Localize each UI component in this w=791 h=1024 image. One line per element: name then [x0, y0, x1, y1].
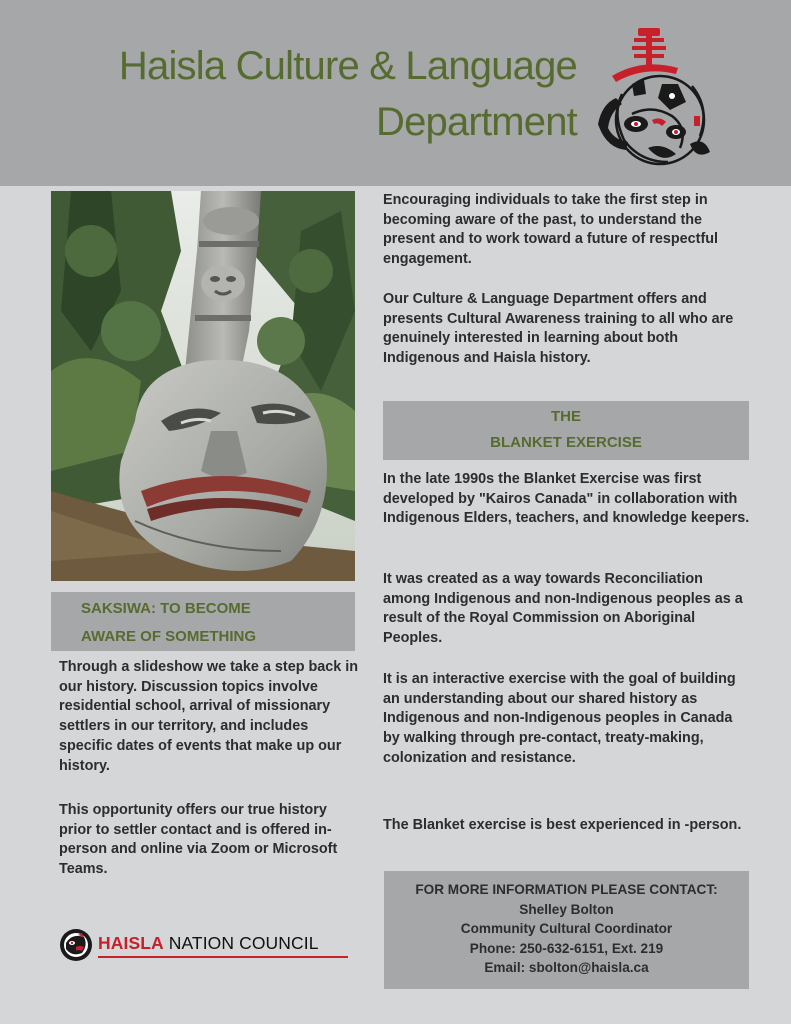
hnc-wordmark [98, 933, 319, 954]
page-title [119, 38, 577, 150]
page-title-line2: Department [376, 100, 577, 144]
contact-phone: Phone: 250-632-6151, Ext. 219 [469, 940, 664, 956]
hnc-underline [98, 956, 348, 958]
blanket-paragraph-3: It is an interactive exercise with the goal of building an understanding about our shared history as Indigenous and non-Indigenous peoples in Canada by walking through pre-contact, treaty-making, colonization and resistance. [383, 671, 736, 766]
haisla-formline-logo-icon [592, 24, 722, 174]
haisla-nation-council-logo [58, 925, 358, 965]
saksiwa-heading-line1: SAKSIWA: TO BECOME [81, 600, 251, 617]
saksiwa-paragraph-2: This opportunity offers our true history prior to settler contact and is offered in-person and online via Zoom or Microsoft Teams. [59, 802, 338, 878]
hnc-wordmark-red: HAISLA [98, 933, 164, 953]
blanket-paragraph-4: The Blanket exercise is best experienced in -person. [383, 817, 742, 833]
hnc-emblem-icon [58, 927, 94, 963]
intro-paragraph-1: Encouraging individuals to take the first step in becoming aware of the past, to understand the present and to work toward a future of respectful engagement. [383, 192, 719, 268]
hnc-wordmark-rest: NATION COUNCIL [163, 933, 319, 953]
contact-role: Community Cultural Coordinator [460, 921, 673, 936]
blanket-paragraph-1: In the late 1990s the Blanket Exercise was first developed by "Kairos Canada" in collaboration with Indigenous Elders, teachers, and knowledge keepers. [383, 471, 750, 527]
page-title-line1: Haisla Culture & Language [118, 44, 577, 88]
blanket-paragraph-2: It was created as a way towards Reconciliation among Indigenous and non-Indigenous peoples as a result of the Royal Commission on Aboriginal Peoples. [383, 571, 743, 647]
contact-email[interactable]: Email: sbolton@haisla.ca [484, 960, 649, 975]
saksiwa-heading-line2: AWARE OF SOMETHING [81, 628, 257, 645]
blanket-heading-line1: THE [551, 408, 581, 425]
saksiwa-paragraph-1: Through a slideshow we take a step back in our history. Discussion topics involve residential school, arrival of missionary settlers in our territory, and includes specific dates of events that make up our history. [59, 659, 359, 774]
saksiwa-heading-band [51, 592, 355, 651]
blanket-heading-line2: BLANKET EXERCISE [490, 434, 642, 451]
contact-name: Shelley Bolton [519, 901, 614, 917]
header-banner [0, 0, 791, 186]
totem-pole-photo [51, 191, 355, 581]
intro-paragraph-2: Our Culture & Language Department offers and presents Cultural Awareness training to all who are genuinely interested in learning about both Indigenous and Haisla history. [383, 291, 734, 367]
blanket-heading-band [383, 401, 749, 460]
contact-box [384, 871, 749, 989]
contact-heading: FOR MORE INFORMATION PLEASE CONTACT: [415, 882, 718, 897]
